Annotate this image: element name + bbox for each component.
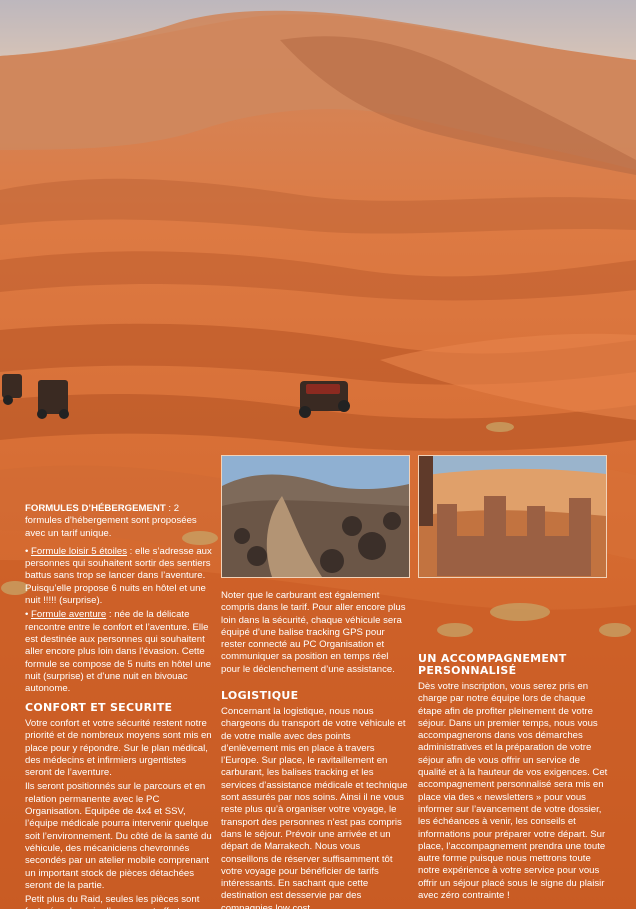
hebergement-section xyxy=(25,503,213,697)
hebergement-title: FORMULES D’HÉBERGEMENT xyxy=(25,503,166,514)
confort-title: CONFORT ET SECURITE xyxy=(25,701,173,714)
hebergement-intro: FORMULES D’HÉBERGEMENT : 2 formules d’hébergement sont proposées avec un tarif unique. xyxy=(25,503,197,539)
accompagnement-title: UN ACCOMPAGNEMENT PERSONNALISÉ xyxy=(418,652,567,677)
kasbah-photo xyxy=(418,455,607,578)
logistique-section xyxy=(221,690,410,917)
accompagnement-text: Dès votre inscription, vous serez pris en charge par notre équipe lors de chaque étape afin de profiter pleinement de votre séjour. Dans un premier temps, nous vous accompagnerons dans vos démarches administratives et la préparation de votre séjour afin de vous offrir un service de qualité et à la hauteur de vos exigences. Cet accompagnement personnalisé sera mis en place via des « newsletters » pour vous informer sur l’avancement de votre dossier, les échéances à venir, les conseils et informations pour préparer votre départ. Sur place, l’accompagnement prendra une toute autre forme puisque nous mettrons toute notre expérience à votre service pour vous offrir un séjour placé sous le signe du plaisir avec zéro contrainte ! xyxy=(418,681,608,902)
carburant-section xyxy=(221,590,408,678)
rocky-desert-photo xyxy=(221,455,410,578)
carburant-text: Noter que le carburant est également compris dans le tarif. Pour aller encore plus loin dans la sécurité, chaque véhicule sera équipé d’une balise tracking GPS pour rester connecté au PC Organisation et communiquer sa position en temps réel pour le déclenchement d’une assistance. xyxy=(221,590,406,675)
confort-p1: Votre confort et votre sécurité restent notre priorité et de nombreux moyens sont mis en place pour y répondre. Sur le plan médical, des médecins et infirmiers urgentistes seront de l’aventure. xyxy=(25,718,212,779)
formule-loisir-label: Formule loisir 5 étoiles xyxy=(31,545,128,557)
formule-loisir: • Formule loisir 5 étoiles : elle s’adresse aux personnes qui souhaitent sortir des sentiers battus sans trop se lancer dans l’aventure. Puisqu’elle propose 6 nuits en hôtel et une nuit !!!!! (surprise). xyxy=(25,545,212,607)
formule-aventure-label: Formule aventure xyxy=(31,609,107,621)
logistique-text: Concernant la logistique, nous nous chargeons du transport de votre véhicule et de votre malle avec des points d’enlèvement mis en place à travers l’Europe. Sur place, le ravitaillement en carburant, les balises tracking et les services d’assistance médicale et technique sont assurés par nos soins. Ainsi il ne vous reste plus qu’à organiser votre voyage, le transport des personnes n’est pas compris dans le séjour. Prévoir une arrivée et un départ de Marrakech. Nous vous conseillons de réserver suffisamment tôt votre voyage pour bénéficier de tarifs intéressants. En sachant que cette destination est desservie par des compagnies low cost. xyxy=(221,706,408,914)
confort-section xyxy=(25,702,213,921)
logistique-title: LOGISTIQUE xyxy=(221,689,299,702)
accompagnement-section xyxy=(418,653,608,904)
formule-aventure: • Formule aventure : née de la délicate rencontre entre le confort et l’aventure. Elle est destinée aux personnes qui souhaitent aller encore plus loin dans l’évasion. Cette formule se compose de 5 nuits en hôtel une nuit (surprise) et d’une nuit en bivouac autonome. xyxy=(25,609,212,695)
confort-p3: Petit plus du Raid, seules les pièces sont facturées, la main d’oeuvre est offerte. xyxy=(25,894,200,918)
confort-p2: Ils seront positionnés sur le parcours et en relation permanente avec le PC Organisation. Equipée de 4x4 et SSV, l’équipe médicale pourra intervenir quelque soit l’environnement. Du côté de la santé du véhicule, des mécaniciens chevronnés secondés par un atelier mobile comprenant un important stock de pièces détachées seront de la partie. xyxy=(25,781,212,891)
